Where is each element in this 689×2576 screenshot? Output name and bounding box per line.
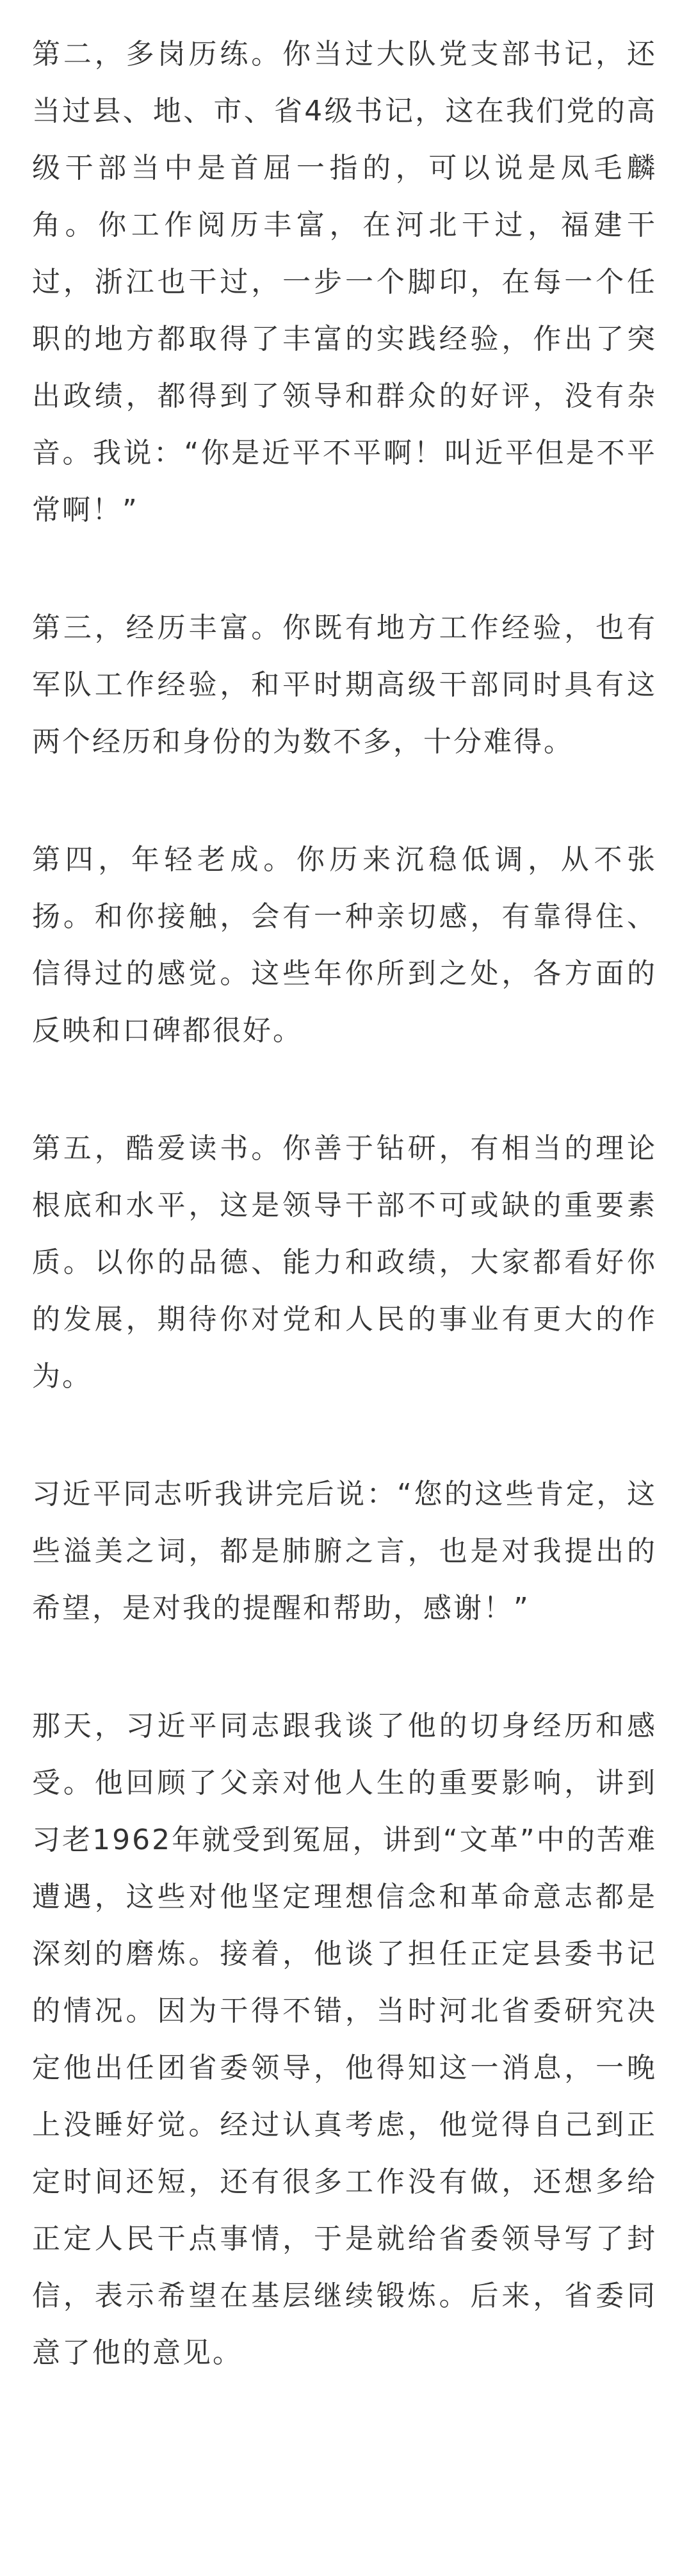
paragraph-mature-young: 第四，年轻老成。你历来沉稳低调，从不张扬。和你接触，会有一种亲切感，有靠得住、信得过的感觉。这些年你所到之处，各方面的反映和口碑都很好。 xyxy=(32,843,657,1047)
paragraph-response: 习近平同志听我讲完后说：“您的这些肯定，这些溢美之词，都是肺腑之言，也是对我提出的希望，是对我的提醒和帮助，感谢！” xyxy=(32,1478,657,1624)
paragraph-rich-experience: 第三，经历丰富。你既有地方工作经验，也有军队工作经验，和平时期高级干部同时具有这两个经历和身份的为数不多，十分难得。 xyxy=(32,612,657,758)
paragraph-multi-post-experience: 第二，多岗历练。你当过大队党支部书记，还当过县、地、市、省4级书记，这在我们党的高级干部当中是首屈一指的，可以说是凤毛麟角。你工作阅历丰富，在河北干过，福建干过，浙江也干过，一步一个脚印，在每一个任职的地方都取得了丰富的实践经验，作出了突出政绩，都得到了领导和群众的好评，没有杂音。我说：“你是近平不平啊！叫近平但是不平常啊！” xyxy=(32,38,657,526)
paragraph-personal-experience: 那天，习近平同志跟我谈了他的切身经历和感受。他回顾了父亲对他人生的重要影响，讲到习老1962年就受到冤屈，讲到“文革”中的苦难遭遇，这些对他坚定理想信念和革命意志都是深刻的磨炼。接着，他谈了担任正定县委书记的情况。因为干得不错，当时河北省委研究决定他出任团省委领导，他得知这一消息，一晚上没睡好觉。经过认真考虑，他觉得自己到正定时间还短，还有很多工作没有做，还想多给正定人民干点事情，于是就给省委领导写了封信，表示希望在基层继续锻炼。后来，省委同意了他的意见。 xyxy=(32,1710,657,2369)
paragraph-loves-reading: 第五，酷爱读书。你善于钻研，有相当的理论根底和水平，这是领导干部不可或缺的重要素质。以你的品德、能力和政绩，大家都看好你的发展，期待你对党和人民的事业有更大的作为。 xyxy=(32,1132,657,1393)
